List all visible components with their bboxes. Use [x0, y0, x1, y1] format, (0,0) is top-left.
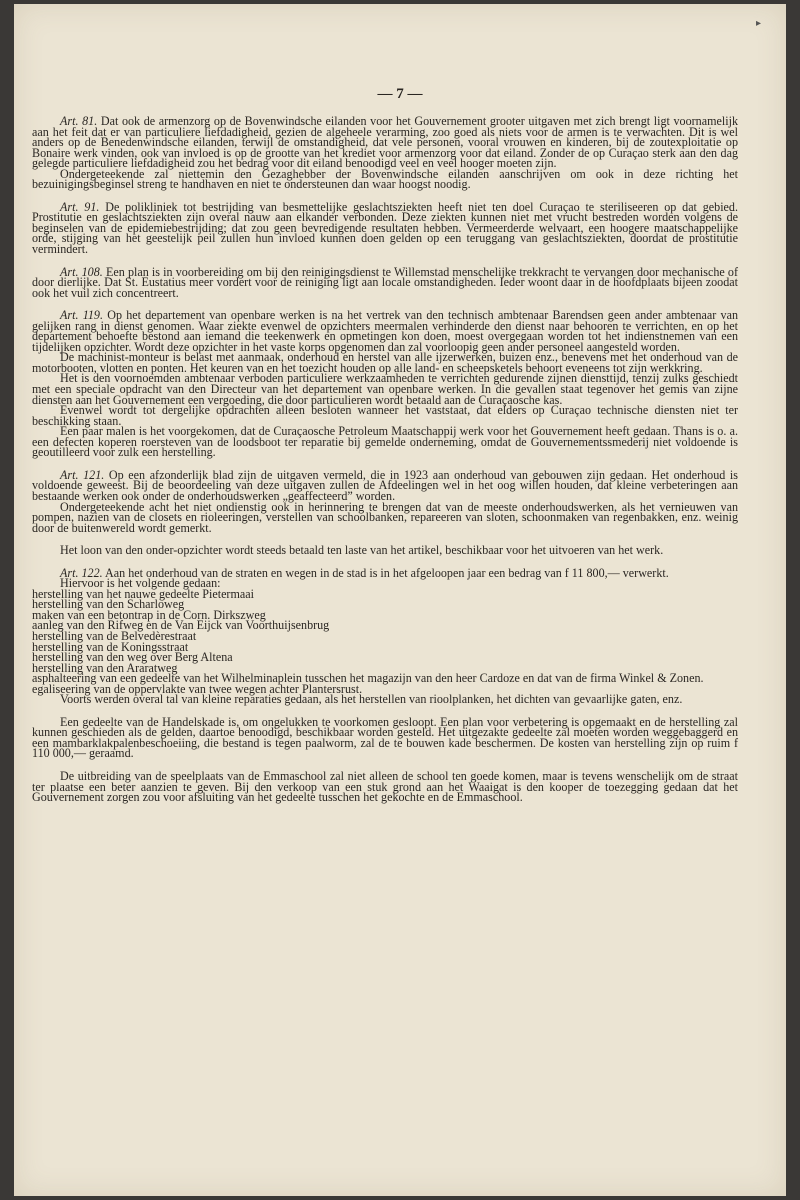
article-108	[32, 264, 738, 300]
work-item: maken van een betontrap in de Corn. Dirkszweg	[32, 607, 266, 622]
article-122-text: Aan het onderhoud van de straten en wegen in de stad is in het afgeloopen jaar een bedrag van f 11 800,— verwerkt.	[105, 565, 669, 580]
article-91	[32, 199, 738, 257]
work-item: aanleg van den Rifweg en de Van Eijck van Voorthuijsenbrug	[32, 618, 330, 633]
work-item: herstelling van het nauwe gedeelte Pietermaai	[32, 586, 254, 601]
page-body	[32, 116, 738, 803]
article-121-paragraph-3: Het loon van den onder-opzichter wordt steeds betaald ten laste van het artikel, beschikbaar voor het uitvoeren van het werk.	[60, 543, 664, 558]
work-item: herstelling van de Belvedèrestraat	[32, 628, 197, 643]
article-121	[32, 467, 738, 503]
article-91-label: Art. 91.	[60, 199, 100, 214]
article-119-paragraph-4: Evenwel wordt tot dergelijke opdrachten alleen besloten wanneer het vaststaat, dat elders op Curaçao technische diensten niet ter beschikking staan.	[32, 403, 738, 428]
work-item: herstelling van de Koningsstraat	[32, 639, 189, 654]
article-119-paragraph-2: De machinist-monteur is belast met aanmaak, onderhoud en herstel van alle ijzerwerken, buizen enz., benevens met het onderhoud van de motorbooten, vlotten en ponten. Het keuren van en het toezicht houden op alle land- en scheepsketels behoort eveneens tot zijn werkkring.	[32, 350, 738, 375]
article-81	[32, 116, 738, 169]
article-121-label: Art. 121.	[60, 467, 105, 482]
work-item: egaliseering van de oppervlakte van twee wegen achter Plantersrust.	[32, 681, 363, 696]
article-119-paragraph-3: Het is den voornoemden ambtenaar verboden particuliere werkzaamheden te verrichten gedurende zijnen diensttijd, tenzij zulks geschiedt met een speciale opdracht van den Directeur van het departement van openbare werken. In die gevallen staat tegenover het gemis van zijne diensten aan het Gouvernement een vergoeding, die door particulieren wordt betaald aan de Curaçaosche kas.	[32, 371, 738, 407]
article-121-paragraph-2: Ondergeteekende acht het niet ondienstig ook in herinnering te brengen dat van de meeste onderhoudswerken, als het vernieuwen van pompen, nazien van de closets en rioleeringen, verstellen van schoolbanken, repareeren van sloten, schoonmaken van regenbakken, enz. weinig door de buitenwereld wordt gemerkt.	[32, 499, 738, 535]
article-122-intro: Hiervoor is het volgende gedaan:	[60, 576, 221, 591]
article-122-paragraph-3: Een gedeelte van de Handelskade is, om ongelukken te voorkomen gesloopt. Een plan voor verbetering is opgemaakt en de herstelling zal kunnen geschieden als de gelden, daartoe benoodigd, beschikbaar worden gesteld. Het uitgezakte gedeelte zal moeten worden weggebaggerd en een mambarklakpalenbeschoeiing, die bestand is tegen paalworm, zal de te bouwen kade beschermen. De kosten van herstelling zijn op ruim f 110 000,— geraamd.	[32, 714, 738, 761]
work-item: asphalteering van een gedeelte van het Wilhelminaplein tusschen het magazijn van den heer Cardoze en dat van de firma Winkel & Zonen.	[32, 671, 704, 686]
work-item: herstelling van den Araratweg	[32, 660, 178, 675]
article-119-paragraph-5: Een paar malen is het voorgekomen, dat de Curaçaosche Petroleum Maatschappij werk voor het Gouvernement heeft gedaan. Thans is o. a. een defecten koperen roersteven van de loodsboot ter reparatie bij gemelde onderneming, omdat de Gouvernementssmederij niet voldoende is geoutilleerd voor zulk een herstelling.	[32, 424, 738, 460]
article-81-text: Dat ook de armenzorg op de Bovenwindsche eilanden voor het Gouvernement grooter uitgaven met zich brengt ligt voornamelijk aan het feit dat er van particuliere liefdadigheid, gezien de algeheele verarming, zoo goed als niets voor de armen is te verwachten. Dit is wel anders op de Benedenwindsche eilanden, terwijl de omstandigheid, dat vele personen, vooral vrouwen en kinderen, bij de zoutexploitatie op Bonaire werk vinden, ook van invloed is op de grootte van het krediet voor armenzorg voor dat eiland. Zonder de op Curaçao sterk aan den dag gelegde particuliere liefdadigheid zou het bedrag voor dit eiland benoodigd veel en veel hooger moeten zijn.	[32, 114, 738, 171]
article-119	[32, 310, 738, 352]
article-81-paragraph-2: Ondergeteekende zal niettemin den Gezaghebber der Bovenwindsche eilanden aanschrijven om ook in deze richting het bezuinigingsbeginsel streng te handhaven en niet te ondersteunen dan waar hoogst noodig.	[32, 166, 738, 192]
article-122-label: Art. 122.	[60, 565, 103, 580]
article-119-text: Op het departement van openbare werken is na het vertrek van den technisch ambtenaar Barendsen geen ander ambtenaar van gelijken rang in dienst genomen. Waar ziekte evenwel de opzichters meermalen verhinderde den dienst naar behooren te verrichten, en op het departement behoefte bestond aan iemand die teekenwerk en opmetingen kon doen, moest overgegaan worden tot het indienstnemen van een tijdelijken opzichter. Wordt deze opzichter in het vaste korps opgenomen dan zal voorloopig geen ander personeel aangesteld worden.	[32, 308, 738, 354]
article-108-label: Art. 108.	[60, 264, 103, 279]
article-81-label: Art. 81.	[60, 114, 98, 128]
work-item: herstelling van den Scharloweg	[32, 597, 185, 612]
article-108-text: Een plan is in voorbereiding om bij den reinigingsdienst te Willemstad menschelijke trekkracht te vervangen door mechanische of door dierlijke. Dat St. Eustatius meer vordert voor de reiniging ligt aan locale omstandigheden. Ieder woont daar in de hoofdplaats bijeen zoodat ook het vuil zich concentreert.	[32, 264, 738, 300]
article-122-paragraph-2: Voorts werden overal tal van kleine reparaties gedaan, als het herstellen van rioolplanken, het dichten van gevaarlijke gaten, enz.	[60, 692, 683, 707]
article-91-text: De polikliniek tot bestrijding van besmettelijke geslachtsziekten heeft niet ten doel Curaçao te steriliseeren op dat gebied. Prostitutie en geslachtsziekten zijn overal nauw aan elkander verbonden. Deze ziekten kunnen niet met vrucht bestreden worden volgens de beginselen van de epidemiebestrijding; dat zou geen bevredigende resultaten hebben. Vermeerderde welvaart, een hoogere maatschappelijke orde, stijging van het geestelijk peil zullen hun invloed kunnen doen gelden op een teruggang van geslachtsziekten, doordat de prostitutie vermindert.	[32, 199, 738, 257]
document-page	[14, 4, 786, 1196]
article-121-text: Op een afzonderlijk blad zijn de uitgaven vermeld, die in 1923 aan onderhoud van gebouwen zijn gedaan. Het onderhoud is voldoende geweest. Bij de beoordeeling van deze uitgaven zullen de Afdeelingen wel in het oog willen houden, dat kleine verbeteringen aan bestaande werken ook onder de onderhoudswerken „geaffecteerd” worden.	[32, 467, 738, 503]
work-item: herstelling van den weg over Berg Altena	[32, 650, 233, 665]
article-119-label: Art. 119.	[60, 308, 103, 323]
article-122-paragraph-4: De uitbreiding van de speelplaats van de Emmaschool zal niet alleen de school ten goede komen, maar is tevens wenschelijk om de straat ter plaatse een beter aanzien te geven. Bij den verkoop van een stuk grond aan het Waaigat is den kooper de toezegging gedaan dat het Gouvernement zorgen zou voor afsluiting van het gedeelte tusschen het gekochte en de Emmaschool.	[32, 768, 738, 805]
page-number: — 7 —	[377, 86, 423, 102]
corner-mark: ▸	[756, 18, 762, 29]
